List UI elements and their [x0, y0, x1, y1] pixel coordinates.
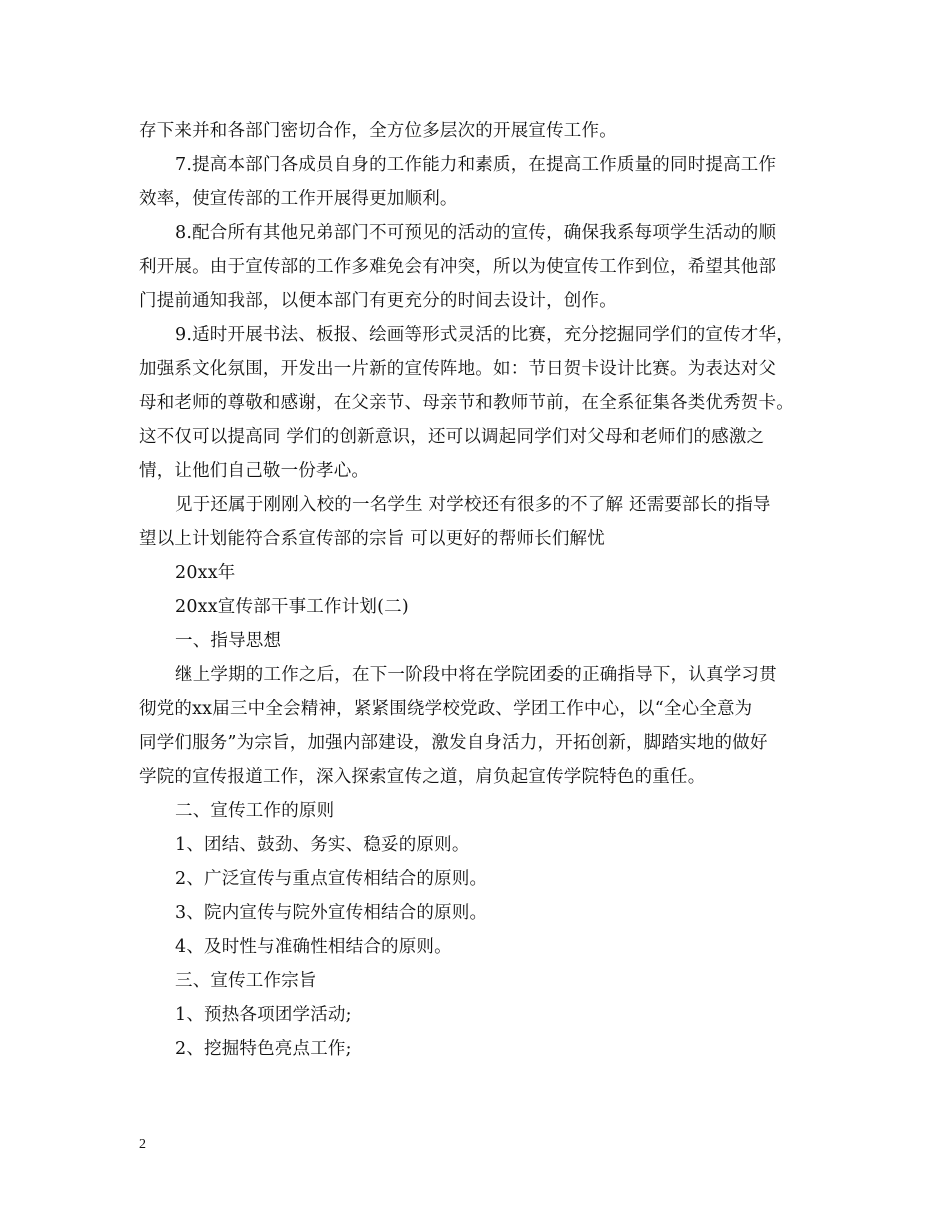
- text-line: 1、预热各项团学活动;: [175, 1005, 352, 1025]
- text-line: 存下来并和各部门密切合作，全方位多层次的开展宣传工作。: [139, 121, 617, 141]
- text-line: 20xx宣传部干事工作计划(二): [175, 597, 409, 617]
- page-number: 2: [139, 1137, 146, 1152]
- document-body: [139, 114, 819, 1066]
- text-line: 20xx年: [175, 563, 236, 583]
- text-line: 三、宣传工作宗旨: [175, 971, 317, 991]
- text-line: 9.适时开展书法、板报、绘画等形式灵活的比赛，充分挖掘同学们的宣传才华，: [175, 325, 794, 345]
- text-line: 情，让他们自己敬一份孝心。: [139, 461, 370, 481]
- text-line: 加强系文化氛围，开发出一片新的宣传阵地。如：节日贺卡设计比赛。为表达对父: [139, 359, 777, 379]
- text-line: 门提前通知我部，以便本部门有更充分的时间去设计，创作。: [139, 291, 617, 311]
- text-line: 同学们服务”为宗旨，加强内部建设，激发自身活力，开拓创新，脚踏实地的做好: [139, 733, 768, 753]
- text-line: 继上学期的工作之后，在下一阶段中将在学院团委的正确指导下，认真学习贯: [175, 665, 777, 685]
- text-line: 彻党的xx届三中全会精神，紧紧围绕学校党政、学团工作中心，以“全心全意为: [139, 699, 753, 719]
- text-line: 2、广泛宣传与重点宣传相结合的原则。: [175, 869, 488, 889]
- text-line: 2、挖掘特色亮点工作;: [175, 1039, 352, 1059]
- text-line: 效率，使宣传部的工作开展得更加顺利。: [139, 189, 458, 209]
- text-line: 1、团结、鼓劲、务实、稳妥的原则。: [175, 835, 470, 855]
- text-line: 3、院内宣传与院外宣传相结合的原则。: [175, 903, 488, 923]
- text-line: 学院的宣传报道工作，深入探索宣传之道，肩负起宣传学院特色的重任。: [139, 767, 706, 787]
- text-line: 4、及时性与准确性相结合的原则。: [175, 937, 452, 957]
- text-line: 母和老师的尊敬和感谢，在父亲节、母亲节和教师节前，在全系征集各类优秀贺卡。: [139, 393, 794, 413]
- text-line: 8.配合所有其他兄弟部门不可预见的活动的宣传，确保我系每项学生活动的顺: [175, 223, 777, 243]
- text-line: 7.提高本部门各成员自身的工作能力和素质，在提高工作质量的同时提高工作: [175, 155, 777, 175]
- text-line: 这不仅可以提高同 学们的创新意识，还可以调起同学们对父母和老师们的感激之: [139, 427, 765, 447]
- text-line: 一、指导思想: [175, 631, 282, 651]
- text-line: 二、宣传工作的原则: [175, 801, 335, 821]
- text-line: 见于还属于刚刚入校的一名学生 对学校还有很多的不了解 还需要部长的指导: [175, 495, 771, 515]
- text-line: 利开展。由于宣传部的工作多难免会有冲突，所以为使宣传工作到位，希望其他部: [139, 257, 777, 277]
- text-line: 望以上计划能符合系宣传部的宗旨 可以更好的帮师长们解忧: [139, 529, 605, 549]
